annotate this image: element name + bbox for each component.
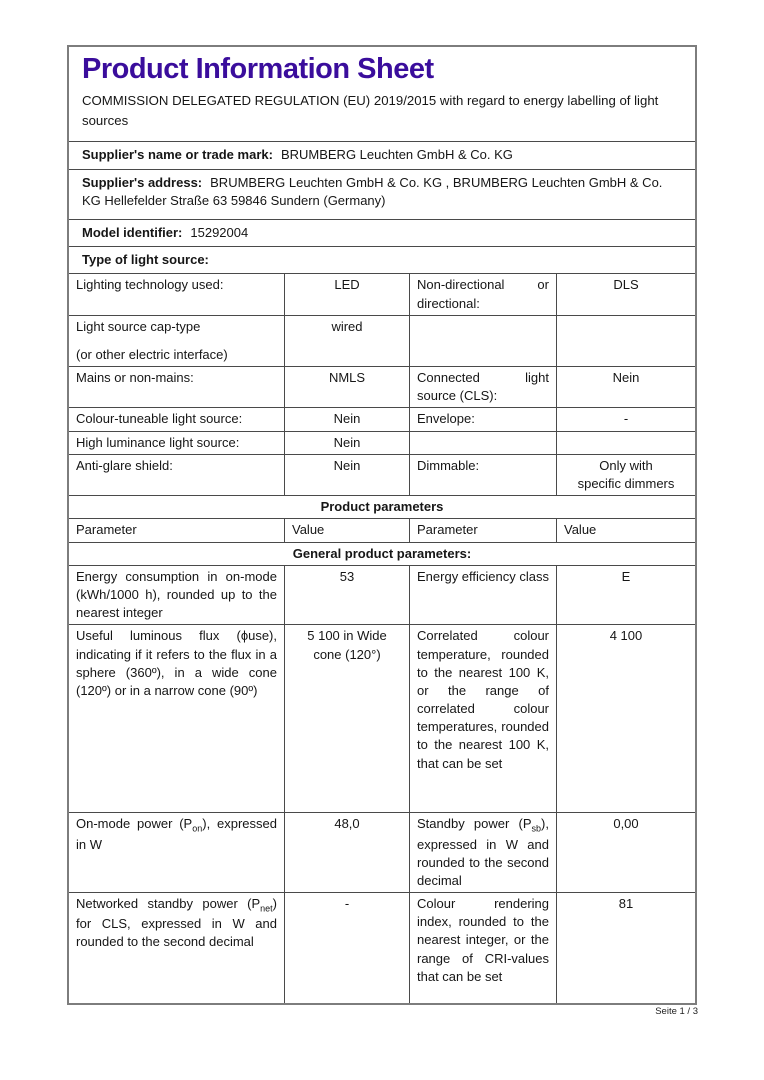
- param-cell: Correlated colour temperature, rounded to the nearest 100 K, or the range of correlated colour temperatures, rounded to the nearest 100 K, that can be set: [409, 625, 556, 812]
- value-cell: Nein: [284, 408, 409, 430]
- table-row: [69, 565, 695, 625]
- page-title: Product Information Sheet: [82, 53, 434, 85]
- param-cell: High luminance light source:: [76, 434, 240, 450]
- value-cell: 4 100: [556, 625, 695, 812]
- value-cell: DLS: [556, 274, 695, 314]
- param-cell: Non-directional or directional:: [409, 274, 556, 314]
- value-cell: Nein: [556, 367, 695, 407]
- param-cell: Envelope:: [409, 408, 556, 430]
- supplier-address-row: [69, 169, 695, 219]
- type-of-light-source-header: Type of light source:: [69, 246, 695, 273]
- value-cell: 5 100 in Wide cone (120°): [284, 625, 409, 812]
- column-header: Value: [556, 519, 695, 541]
- value-cell: 0,00: [556, 813, 695, 892]
- table-row: [69, 624, 695, 812]
- value-cell: LED: [284, 274, 409, 314]
- value-cell: Only with specific dimmers: [556, 455, 695, 495]
- value-cell: -: [284, 893, 409, 1003]
- regulation-subtitle: COMMISSION DELEGATED REGULATION (EU) 2019/2015 with regard to energy labelling of light sources: [82, 93, 659, 129]
- value-cell: [556, 432, 695, 454]
- table-row: [69, 431, 695, 454]
- product-information-table: [67, 45, 697, 1005]
- param-cell: [409, 316, 556, 366]
- model-identifier-label: Model identifier:: [82, 224, 183, 240]
- param-cell: Useful luminous flux (ϕuse), indicating if it refers to the flux in a sphere (360º), in a wide cone (120º) or in a narrow cone (90º): [76, 628, 277, 698]
- value-cell: [556, 316, 695, 366]
- param-cell: Standby power $(P_{sb})$, expressed in W and rounded to the second decimal: [409, 813, 556, 892]
- param-cell: Networked standby power $(P_{net})$ for CLS, expressed in W and rounded to the second decimal: [76, 896, 277, 950]
- product-parameters-header: Product parameters: [69, 495, 695, 518]
- value-cell: 48,0: [284, 813, 409, 892]
- param-cell: Energy consumption in on-mode (kWh/1000 h), rounded up to the nearest integer: [76, 568, 277, 621]
- table-row: [69, 892, 695, 1003]
- page-number: Seite 1 / 3: [655, 1006, 698, 1017]
- value-cell: wired: [284, 316, 409, 366]
- param-cell: Mains or non-mains:: [76, 370, 194, 386]
- supplier-name-label: Supplier's name or trade mark:: [82, 146, 273, 162]
- column-header: Parameter: [76, 522, 137, 538]
- column-header: Value: [284, 519, 409, 541]
- supplier-name-value: BRUMBERG Leuchten GmbH & Co. KG: [280, 146, 513, 162]
- table-row: [69, 812, 695, 892]
- value-cell: 53: [284, 566, 409, 625]
- value-cell: -: [556, 408, 695, 430]
- value-cell: Nein: [284, 432, 409, 454]
- param-cell: Colour rendering index, rounded to the nearest integer, or the range of CRI-values that can be set: [409, 893, 556, 1003]
- param-cell: Connected light source (CLS):: [409, 367, 556, 407]
- value-cell: 81: [556, 893, 695, 1003]
- param-cell: Lighting technology used:: [76, 277, 224, 293]
- supplier-address-value: BRUMBERG Leuchten GmbH & Co. KG , BRUMBERG Leuchten GmbH & Co. KG Hellefelder Straße 63 59846 Sundern (Germany): [82, 174, 663, 209]
- table-row: [69, 315, 695, 366]
- param-cell: Anti-glare shield:: [76, 457, 173, 473]
- table-row: [69, 273, 695, 314]
- model-identifier-value: 15292004: [190, 224, 249, 240]
- title-block: [69, 47, 695, 141]
- param-cell: Colour-tuneable light source:: [76, 411, 243, 427]
- column-header: Parameter: [409, 519, 556, 541]
- general-product-parameters-header: General product parameters:: [69, 542, 695, 565]
- param-cell: Light source cap-type (or other electric interface): [76, 318, 228, 362]
- table-row: [69, 454, 695, 495]
- param-cell: Dimmable:: [409, 455, 556, 495]
- param-cell: Energy efficiency class: [409, 566, 556, 625]
- column-header-row: [69, 518, 695, 541]
- table-row: [69, 407, 695, 430]
- supplier-address-label: Supplier's address:: [82, 174, 203, 190]
- value-cell: NMLS: [284, 367, 409, 407]
- param-cell: [409, 432, 556, 454]
- supplier-name-row: [69, 141, 695, 169]
- value-cell: E: [556, 566, 695, 625]
- value-cell: Nein: [284, 455, 409, 495]
- table-row: [69, 366, 695, 407]
- param-cell: On-mode power $(P_{on})$, expressed in W: [76, 816, 277, 852]
- model-identifier-row: [69, 219, 695, 246]
